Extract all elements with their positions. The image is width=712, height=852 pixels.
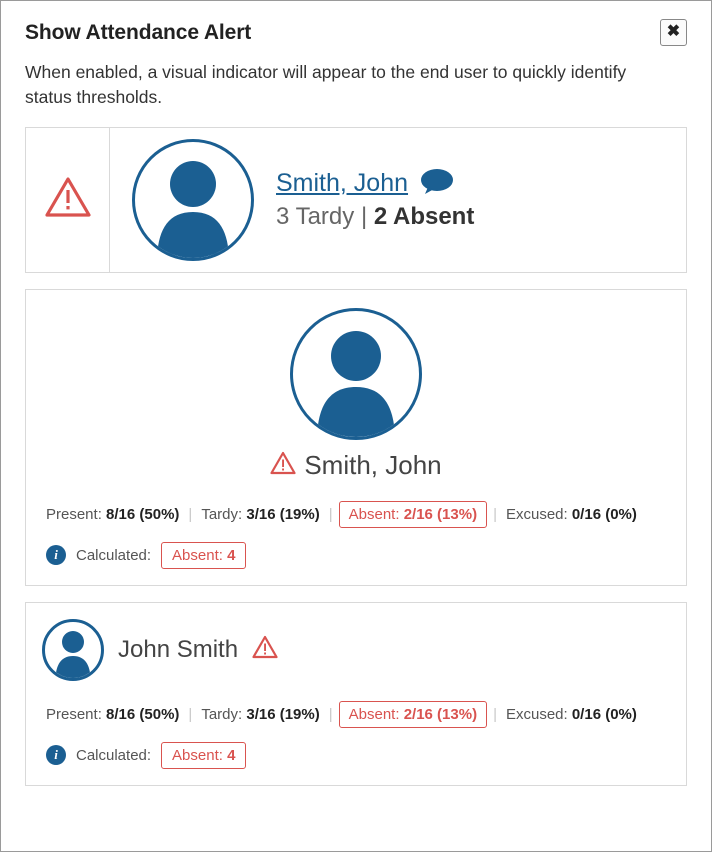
present-stat [42,706,188,723]
attendance-stats-row [42,501,670,528]
calculated-absent-chip [161,542,246,569]
excused-label: Excused: [505,505,568,523]
calculated-chip-label: Absent: [172,746,223,764]
tardy-stat [192,706,328,723]
absent-count: 2 Absent [373,203,475,231]
absent-label: Absent: [348,705,400,723]
alert-indicator-cell [26,128,110,272]
excused-stat [497,506,646,523]
absent-label: Absent: [348,505,400,523]
student-name: John Smith [118,635,239,663]
compact-stats-line [276,203,474,231]
present-value: 8/16 (50%) [106,505,180,523]
tardy-value: 3/16 (19%) [246,505,320,523]
preview-compact-panel [25,127,687,273]
excused-value: 0/16 (0%) [571,705,637,723]
absent-value: 2/16 (13%) [403,505,478,523]
stat-divider: | [328,505,333,523]
warning-triangle-icon [252,635,278,664]
compact-name-row [276,168,474,199]
comment-bubble-icon[interactable] [420,168,454,199]
info-icon[interactable]: i [46,745,66,765]
user-avatar-icon [132,139,254,261]
stat-divider: | [328,705,333,723]
excused-label: Excused: [505,705,568,723]
excused-value: 0/16 (0%) [571,505,637,523]
calculated-row [42,742,670,769]
tardy-count: 3 Tardy [276,203,355,231]
stat-divider: | [493,705,497,723]
tardy-label: Tardy: [201,505,243,523]
dialog-header [25,19,687,46]
large-name-row [42,450,670,481]
calculated-absent-chip [161,742,246,769]
absent-stat-highlight [339,701,487,728]
calculated-chip-value: 4 [227,546,236,564]
small-head-row [42,619,670,681]
absent-stat-highlight [339,501,487,528]
calculated-chip-label: Absent: [172,546,223,564]
student-name: Smith, John [304,449,442,480]
dialog-description: When enabled, a visual indicator will appear to the end user to quickly identify status thresholds. [25,62,627,108]
tardy-stat [192,506,328,523]
stats-separator: | [360,203,368,231]
large-avatar-wrap [42,308,670,440]
stat-divider: | [188,705,193,723]
tardy-label: Tardy: [201,705,243,723]
user-avatar-icon [42,619,104,681]
calculated-label: Calculated: [76,546,152,564]
student-name-link[interactable]: Smith, John [276,169,409,198]
absent-value: 2/16 (13%) [403,705,478,723]
tardy-value: 3/16 (19%) [246,705,320,723]
present-label: Present: [46,505,102,523]
calculated-label: Calculated: [76,746,152,764]
attendance-stats-row [42,701,670,728]
calculated-chip-value: 4 [227,746,236,764]
warning-triangle-icon [45,176,91,223]
compact-preview-text [276,168,474,231]
present-label: Present: [46,705,102,723]
stat-divider: | [188,505,193,523]
compact-preview-body [110,128,474,272]
calculated-row [42,542,670,569]
close-icon[interactable]: ✖ [660,19,687,46]
preview-small-panel [25,602,687,786]
excused-stat [497,706,646,723]
present-stat [42,506,188,523]
info-icon[interactable]: i [46,545,66,565]
warning-triangle-icon [270,451,296,480]
page-title: Show Attendance Alert [25,21,252,44]
preview-large-panel [25,289,687,586]
present-value: 8/16 (50%) [106,705,180,723]
stat-divider: | [493,505,497,523]
user-avatar-icon [290,308,422,440]
